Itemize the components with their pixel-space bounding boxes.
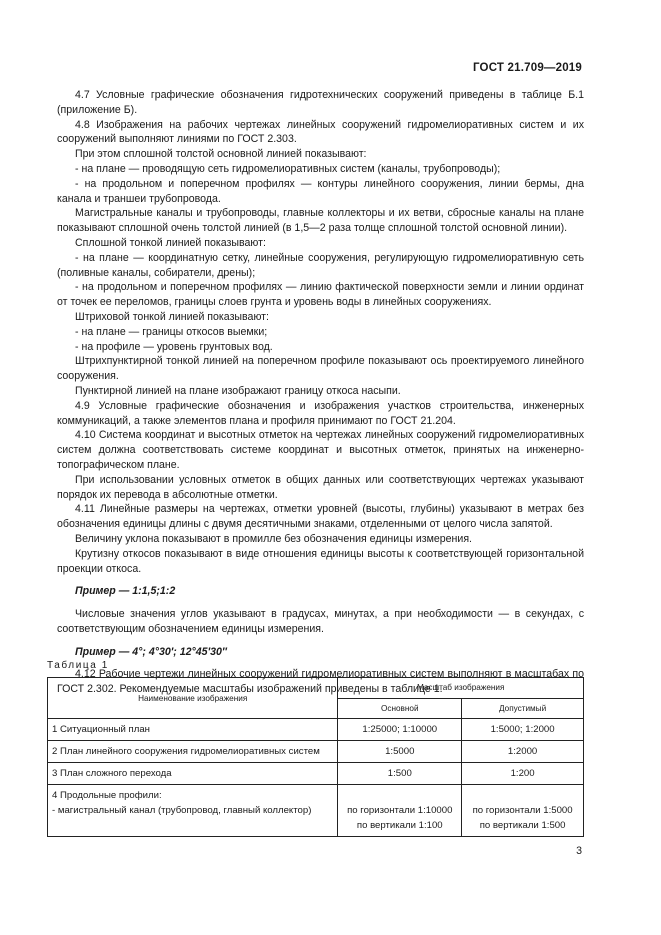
scale-horizontal: по горизонтали 1:10000 [347, 805, 453, 816]
table-cell-allowed: 1:5000; 1:2000 [462, 719, 584, 741]
scale-vertical: по вертикали 1:100 [356, 820, 443, 831]
row-title: 4 Продольные профили: [52, 790, 162, 801]
paragraph: 4.9 Условные графические обозначения и изображения участков строительства, инженерных коммуникаций, а также элементов плана и профиля принимают по ГОСТ 21.204. [57, 399, 584, 427]
table-row [48, 741, 584, 763]
example-1: Пример — 1:1,5;1:2 [75, 585, 176, 598]
paragraph: 4.8 Изображения на рабочих чертежах линейных сооружений гидромелиоративных систем и их сооружений выполняют линиями по ГОСТ 2.303. [57, 118, 584, 146]
paragraph: Крутизну откосов показывают в виде отношения единицы высоты к соответствующей горизонтальной проекции откоса. [57, 547, 584, 575]
row-subitem: - магистральный канал (трубопровод, главный коллектор) [52, 805, 312, 816]
table-cell-allowed [462, 785, 584, 837]
paragraph: Штрихпунктирной тонкой линией на поперечном профиле показывают ось проектируемого линейного сооружения. [57, 355, 584, 383]
paragraph: Пунктирной линией на плане изображают границу откоса насыпи. [75, 384, 401, 397]
list-item: - на профиле — уровень грунтовых вод. [75, 340, 273, 353]
table-row [48, 763, 584, 785]
scale-horizontal: по горизонтали 1:5000 [472, 805, 573, 816]
body-text [57, 88, 584, 697]
table-row [48, 785, 584, 837]
table-cell-main [338, 785, 462, 837]
table-header-allowed: Допустимый [462, 698, 584, 719]
paragraph: 4.7 Условные графические обозначения гидротехнических сооружений приведены в таблице Б.1 (приложение Б). [57, 89, 584, 116]
paragraph: При этом сплошной толстой основной линией показывают: [75, 148, 367, 161]
paragraph: При использовании условных отметок в общих данных или соответствующих чертежах указывают порядок их перевода в абсолютные отметки. [57, 473, 584, 501]
scale-vertical: по вертикали 1:500 [479, 820, 566, 831]
paragraph: Сплошной тонкой линией показывают: [75, 236, 266, 249]
table-cell-main: 1:25000; 1:10000 [338, 719, 462, 741]
page-number: 3 [576, 845, 582, 857]
paragraph: Магистральные каналы и трубопроводы, главные коллекторы и их ветви, сбросные каналы на плане показывают сплошной очень толстой линией (в 1,5—2 раза толще сплошной толстой основной линии). [57, 207, 584, 235]
list-item: - на плане — координатную сетку, линейные сооружения, регулирующую гидромелиоративную сеть (поливные каналы, собиратели, дрены); [57, 251, 584, 279]
paragraph: 4.10 Система координат и высотных отметок на чертежах линейных сооружений гидромелиоративных систем должна соответствовать системе координат и высотных отметок, принятых на инженерно-топографическом плане. [57, 429, 584, 471]
list-item: - на продольном и поперечном профилях — контуры линейного сооружения, линии бермы, дна канала и траншеи трубопровода. [57, 177, 584, 205]
table-cell-name: 3 План сложного перехода [48, 763, 338, 785]
table-cell-name [48, 785, 338, 837]
table-cell-name: 2 План линейного сооружения гидромелиоративных систем [48, 741, 338, 763]
paragraph: Штриховой тонкой линией показывают: [75, 310, 269, 323]
table-cell-main: 1:5000 [338, 741, 462, 763]
table-cell-main: 1:500 [338, 763, 462, 785]
table-cell-allowed: 1:200 [462, 763, 584, 785]
example-2: Пример — 4°; 4°30′; 12°45′30″ [75, 645, 227, 658]
document-code-header: ГОСТ 21.709—2019 [472, 62, 582, 74]
table-row [48, 719, 584, 741]
paragraph: 4.11 Линейные размеры на чертежах, отметки уровней (высоты, глубины) указывают в метрах без обозначения единицы длины с двумя десятичными знаками, отделенными от целого числа запятой. [57, 503, 584, 531]
list-item: - на плане — проводящую сеть гидромелиоративных систем (каналы, трубопроводы); [75, 162, 501, 175]
list-item: - на продольном и поперечном профилях — линию фактической поверхности земли и линии ординат от точек ее переломов, границы слоев грунта и уровень воды в линейных сооружениях. [57, 281, 584, 309]
scales-table [47, 677, 584, 837]
table-header-main: Основной [338, 698, 462, 719]
paragraph: Числовые значения углов указывают в градусах, минутах, а при необходимости — в секундах, с соответствующим обозначением единицы измерения. [57, 608, 584, 635]
paragraph: Величину уклона показывают в промилле без обозначения единицы измерения. [75, 532, 472, 545]
table-caption: Таблица 1 [47, 660, 109, 671]
table-header-scale: Масштаб изображения [338, 678, 584, 699]
paragraph: 4.12 Рабочие чертежи линейных сооружений гидромелиоративных систем выполняют в масштабах по ГОСТ 2.302. Рекомендуемые масштабы изображений приведены в таблице 1. [57, 668, 584, 696]
table-cell-name: 1 Ситуационный план [48, 719, 338, 741]
list-item: - на плане — границы откосов выемки; [75, 325, 268, 338]
table-header-name: Наименование изображения [48, 678, 338, 719]
table-cell-allowed: 1:2000 [462, 741, 584, 763]
